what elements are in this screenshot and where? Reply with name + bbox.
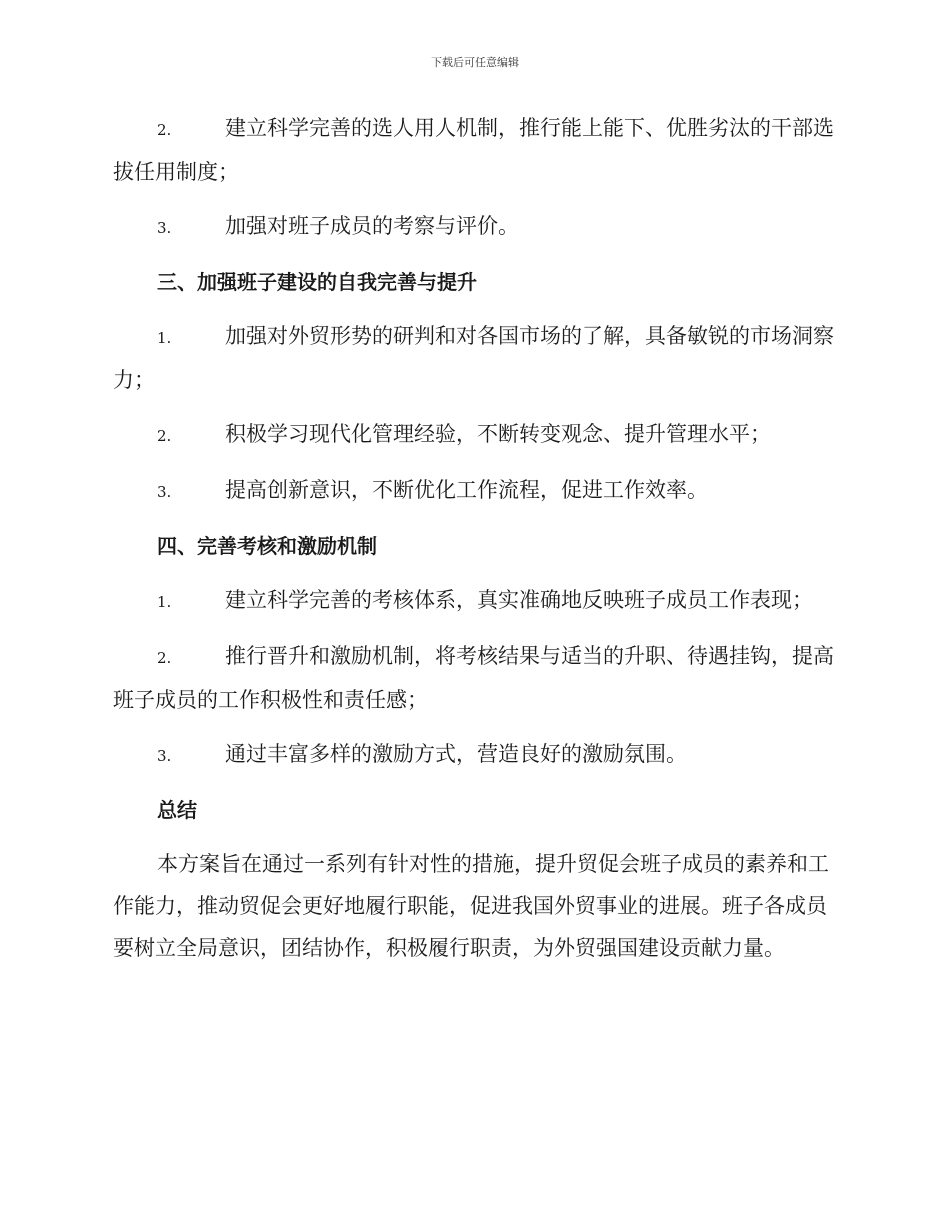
list-item	[113, 469, 835, 513]
document-body	[113, 107, 835, 969]
list-text: 建立科学完善的选人用人机制，推行能上能下、优胜劣汰的干部选拔任用制度；	[113, 116, 834, 184]
section-heading: 四、完善考核和激励机制	[157, 534, 377, 558]
list-number: 2.	[157, 649, 172, 667]
list-text: 加强对外贸形势的研判和对各国市场的了解，具备敏锐的市场洞察力；	[113, 324, 834, 392]
list-item	[113, 205, 835, 249]
page-header: 下载后可任意编辑	[431, 56, 519, 69]
list-item	[113, 107, 835, 193]
list-item	[113, 413, 835, 457]
list-text: 积极学习现代化管理经验，不断转变观念、提升管理水平；	[225, 422, 771, 446]
list-item	[113, 315, 835, 401]
list-number: 2.	[157, 121, 172, 139]
list-number: 3.	[157, 483, 172, 501]
list-item	[113, 733, 835, 777]
summary-heading: 总结	[157, 798, 197, 822]
list-item	[113, 635, 835, 721]
list-item	[113, 579, 835, 623]
list-number: 2.	[157, 427, 172, 445]
list-number: 3.	[157, 219, 172, 237]
list-text: 通过丰富多样的激励方式，营造良好的激励氛围。	[225, 742, 687, 766]
list-number: 3.	[157, 747, 172, 765]
list-number: 1.	[157, 329, 172, 347]
list-text: 建立科学完善的考核体系，真实准确地反映班子成员工作表现；	[225, 588, 813, 612]
list-text: 推行晋升和激励机制，将考核结果与适当的升职、待遇挂钩，提高班子成员的工作积极性和责任感；	[113, 644, 834, 712]
list-text: 加强对班子成员的考察与评价。	[225, 214, 519, 238]
summary-paragraph: 本方案旨在通过一系列有针对性的措施，提升贸促会班子成员的素养和工作能力，推动贸促会更好地履行职能，促进我国外贸事业的进展。班子各成员要树立全局意识，团结协作，积极履行职责，为外贸强国建设贡献力量。	[113, 852, 829, 960]
section-heading: 三、加强班子建设的自我完善与提升	[157, 270, 477, 294]
list-number: 1.	[157, 593, 172, 611]
list-text: 提高创新意识，不断优化工作流程，促进工作效率。	[225, 478, 708, 502]
